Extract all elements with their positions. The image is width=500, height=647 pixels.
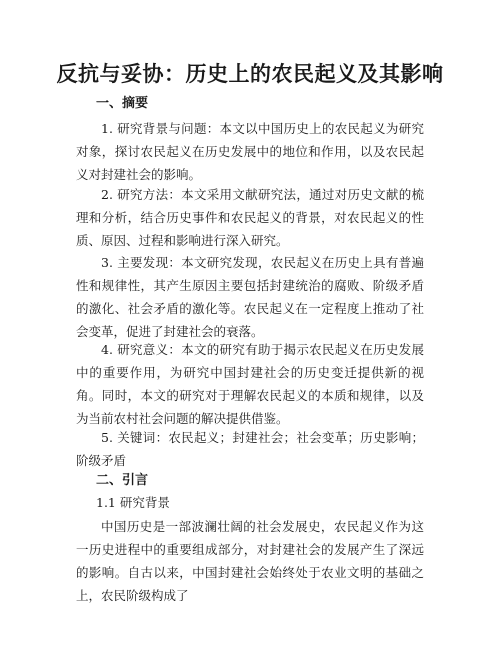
subsection-heading-background: 1.1 研究背景 [96, 495, 170, 510]
section-heading-introduction: 二、引言 [96, 473, 149, 488]
paragraph-introduction-background: 中国历史是一部波澜壮阔的社会发展史，农民起义作为这一历史进程中的重要组成部分，对封建社会的发展产生了深远的影响。自古以来，中国封建社会始终处于农业文明的基础之上，农民阶级构成了 [76, 519, 424, 603]
paragraph-research-background: 1. 研究背景与问题：本文以中国历史上的农民起义为研究对象，探讨农民起义在历史发展中的地位和作用，以及农民起义对封建社会的影响。 [76, 121, 424, 182]
paragraph-keywords: 5. 关键词：农民起义；封建社会；社会变革；历史影响；阶级矛盾 [76, 430, 424, 468]
paragraph-research-method: 2. 研究方法：本文采用文献研究法，通过对历史文献的梳理和分析，结合历史事件和农民起义的背景，对农民起义的性质、原因、过程和影响进行深入研究。 [76, 187, 424, 248]
document-title: 反抗与妥协：历史上的农民起义及其影响 [56, 61, 444, 86]
section-heading-abstract: 一、摘要 [96, 96, 149, 111]
paragraph-main-findings: 3. 主要发现：本文研究发现，农民起义在历史上具有普遍性和规律性，其产生原因主要包括封建统治的腐败、阶级矛盾的激化、社会矛盾的激化等。农民起义在一定程度上推动了社会变革，促进了封建社会的衰落。 [76, 255, 424, 339]
paragraph-research-significance: 4. 研究意义：本文的研究有助于揭示农民起义在历史发展中的重要作用，为研究中国封建社会的历史变迁提供新的视角。同时，本文的研究对于理解农民起义的本质和规律，以及为当前农村社会问题的解决提供借鉴。 [76, 342, 424, 426]
